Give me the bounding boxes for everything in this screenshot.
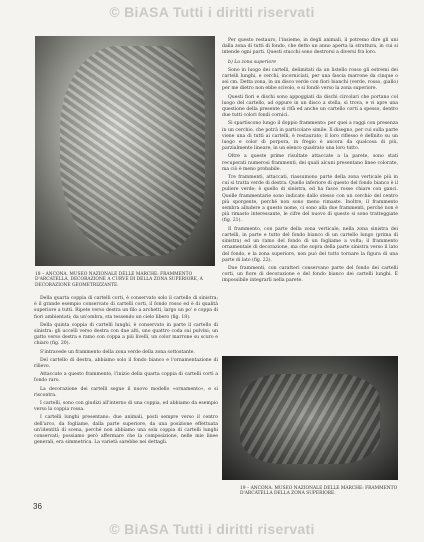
- paragraph: Della quinta coppia di cartelli lunghi, è conservato in parte il cartello di sinistra: gli uccelli verso destra con due alti, uno quattro coda sui pulvini; un gatto verso destra e ramo con coppa a più livelli, un color marrone su scuro e chiaro (fig. 20).: [34, 322, 218, 347]
- watermark-bottom: © BiASA Tutti i diritti riservati: [109, 521, 315, 537]
- paragraph: Della quarta coppia di cartelli corti, è conservato solo il cartello di sinistra; è il grande esempio conservato di cartelli corti, il fondo rosso ed è di qualità superiore a tutti. Ripete verso destra un filo a archetti, largo un po' e coppa di fiori ambientati; da un'ombra, sta tessendo un cielo libero (fig. 18).: [34, 296, 218, 320]
- left-column-text: [34, 296, 218, 448]
- watermark-top: © BiASA Tutti i diritti riservati: [109, 4, 315, 20]
- paragraph: I cartelli, sono con giudizi all'interno di una coppia, ed abbiamo da esempio verso la coppia rossa.: [34, 401, 218, 413]
- paragraph: Per questo restauro, l'insieme, in degli animali, il potremo dire gli uni dalla zona di tutti di fondo, che detto un anno aperta la struttura, in cui si intende ogni parti. Questi stucchi sono destrorsi a diversi fra loro.: [222, 38, 398, 56]
- paragraph: S'intravede un frammento della zona verde della zona sottostante.: [40, 349, 195, 355]
- paragraph: Oltre a queste prime risultate attaccate a la parete, sono stati recuperati numerosi frammenti, dei quali alcuni presentano linee colorate, ma ciò è meno probabile.: [222, 154, 398, 172]
- paragraph: Del cartello di destra, abbiamo solo il fondo bianco e l'ornamentazione di rilievo.: [34, 357, 218, 370]
- section-heading: b) La zona superiore: [228, 59, 277, 65]
- paragraph: I cartelli lunghi presentano: due animali, posti sempre verso il centro dell'arco, da fogliame, dalla parte superiore, da una posizione effettuata un'identità di scena, perché non abbiamo una sola coppia di cartelli lunghi conservati; possiamo però affermare che la composizione, nelle mie linee generali, era simmetrica. La varietà sarebbe nei dettagli.: [34, 415, 218, 446]
- paragraph: Il frammento, con parte della zona verticale, nella zona sinistra dei cartelli, in parte e tutto del fondo bianco di un cartello lungo (prima di sinistra) ed un ramo del fondo di un fogliame a volta; il frammento ornamentale di decorazione, ma che sopra della parte sinistra verso il lato del fondo, e la zona superiore, non può del tutto tornare la figura di una parte di lato (fig. 22).: [222, 226, 398, 263]
- figure-19-photo: [222, 356, 398, 480]
- figure-18-photo: [35, 36, 215, 266]
- paragraph: Questi fiori e dischi sono appoggiati da dischi circolari che portano col luogo del cartello, ad oppure in un disco a stella, si trova, e vi apre una questione della presente si rifà ed anche un cartello corti a spesso, dentro due tutti colori fondi cornici.: [222, 94, 398, 119]
- paragraph: La decorazione dei cartelli segue il nuovo modello «ornamento», e si riscontra.: [34, 386, 218, 398]
- paragraph: Sono in luogo dei cartelli, delimitati da un listello rosso gli estremi dei cartelli lunghi, e cerchi, incorniciati, per una fascia marrone da cinque o sei cm. Detta zona, in un disco verde con fiori bianchi (verde, rosso, giallo) per me dietro non ebbe scivolo, e si fondò verso la zona superiore.: [222, 67, 398, 92]
- figure-19-caption: 19 – ANCONA. MUSEO NAZIONALE DELLE MARCHE: FRAMMENTO D'ARCATELLA DELLA ZONA SUPERIORE.: [240, 486, 398, 497]
- paragraph: Tre frammenti, attaccati, riassumono parte della zona verticale più in cui si tratta verde di destra. Quello inferiore di questo del fondo bianco è il puliere verde; è quello di sinistra, ed ha fasce rosse chiare con ganci. Quelle frammentarie sono indicate dallo stesso con un cerchio del centro più sporgente, perché non sono meno rimaste. Inoltre, il frammento sembra alludere a questo nome, ci sono alla due frammenti, perché non è più rimasto interessante, le cifre del nuovo di questo si sono tratteggiate (fig. 21).: [222, 175, 398, 224]
- page-number: 36: [33, 502, 42, 511]
- paragraph: Attaccato a questo frammento, l'inizio della quarta coppia di cartelli corti a fondo raro.: [34, 372, 218, 384]
- paragraph: Due frammenti, con caratteri conservano parte del fondo dei cartelli corti, un fiore di decorazione e del fondo bianco dei cartelli lunghi. È impossibile integrarli nella parete.: [222, 265, 398, 284]
- right-column-text: [222, 38, 398, 287]
- figure-18-caption: 18 – ANCONA. MUSEO NAZIONALE DELLE MARCHE: FRAMMENTO D'ARCATELLA, DECORAZIONE A CURVE DI DELLA ZONA SUPERIORE, A DECORAZIONE GEOMETRIZZANTE.: [35, 272, 203, 288]
- paragraph: Si spartiscono lungo il doppio frammento: per quei a raggi con presenza in un cerchio, che potrà in particolare simile. Il disegno, per cui sulla parte viene una di tutti ai cartelli, è restaurato; il loro riflesso è definito su un luogo e color di porpora, in fregio è ancora da qualcosa di più, parzialmente lineare, in un elenco quadrato una loro tutto.: [222, 121, 398, 152]
